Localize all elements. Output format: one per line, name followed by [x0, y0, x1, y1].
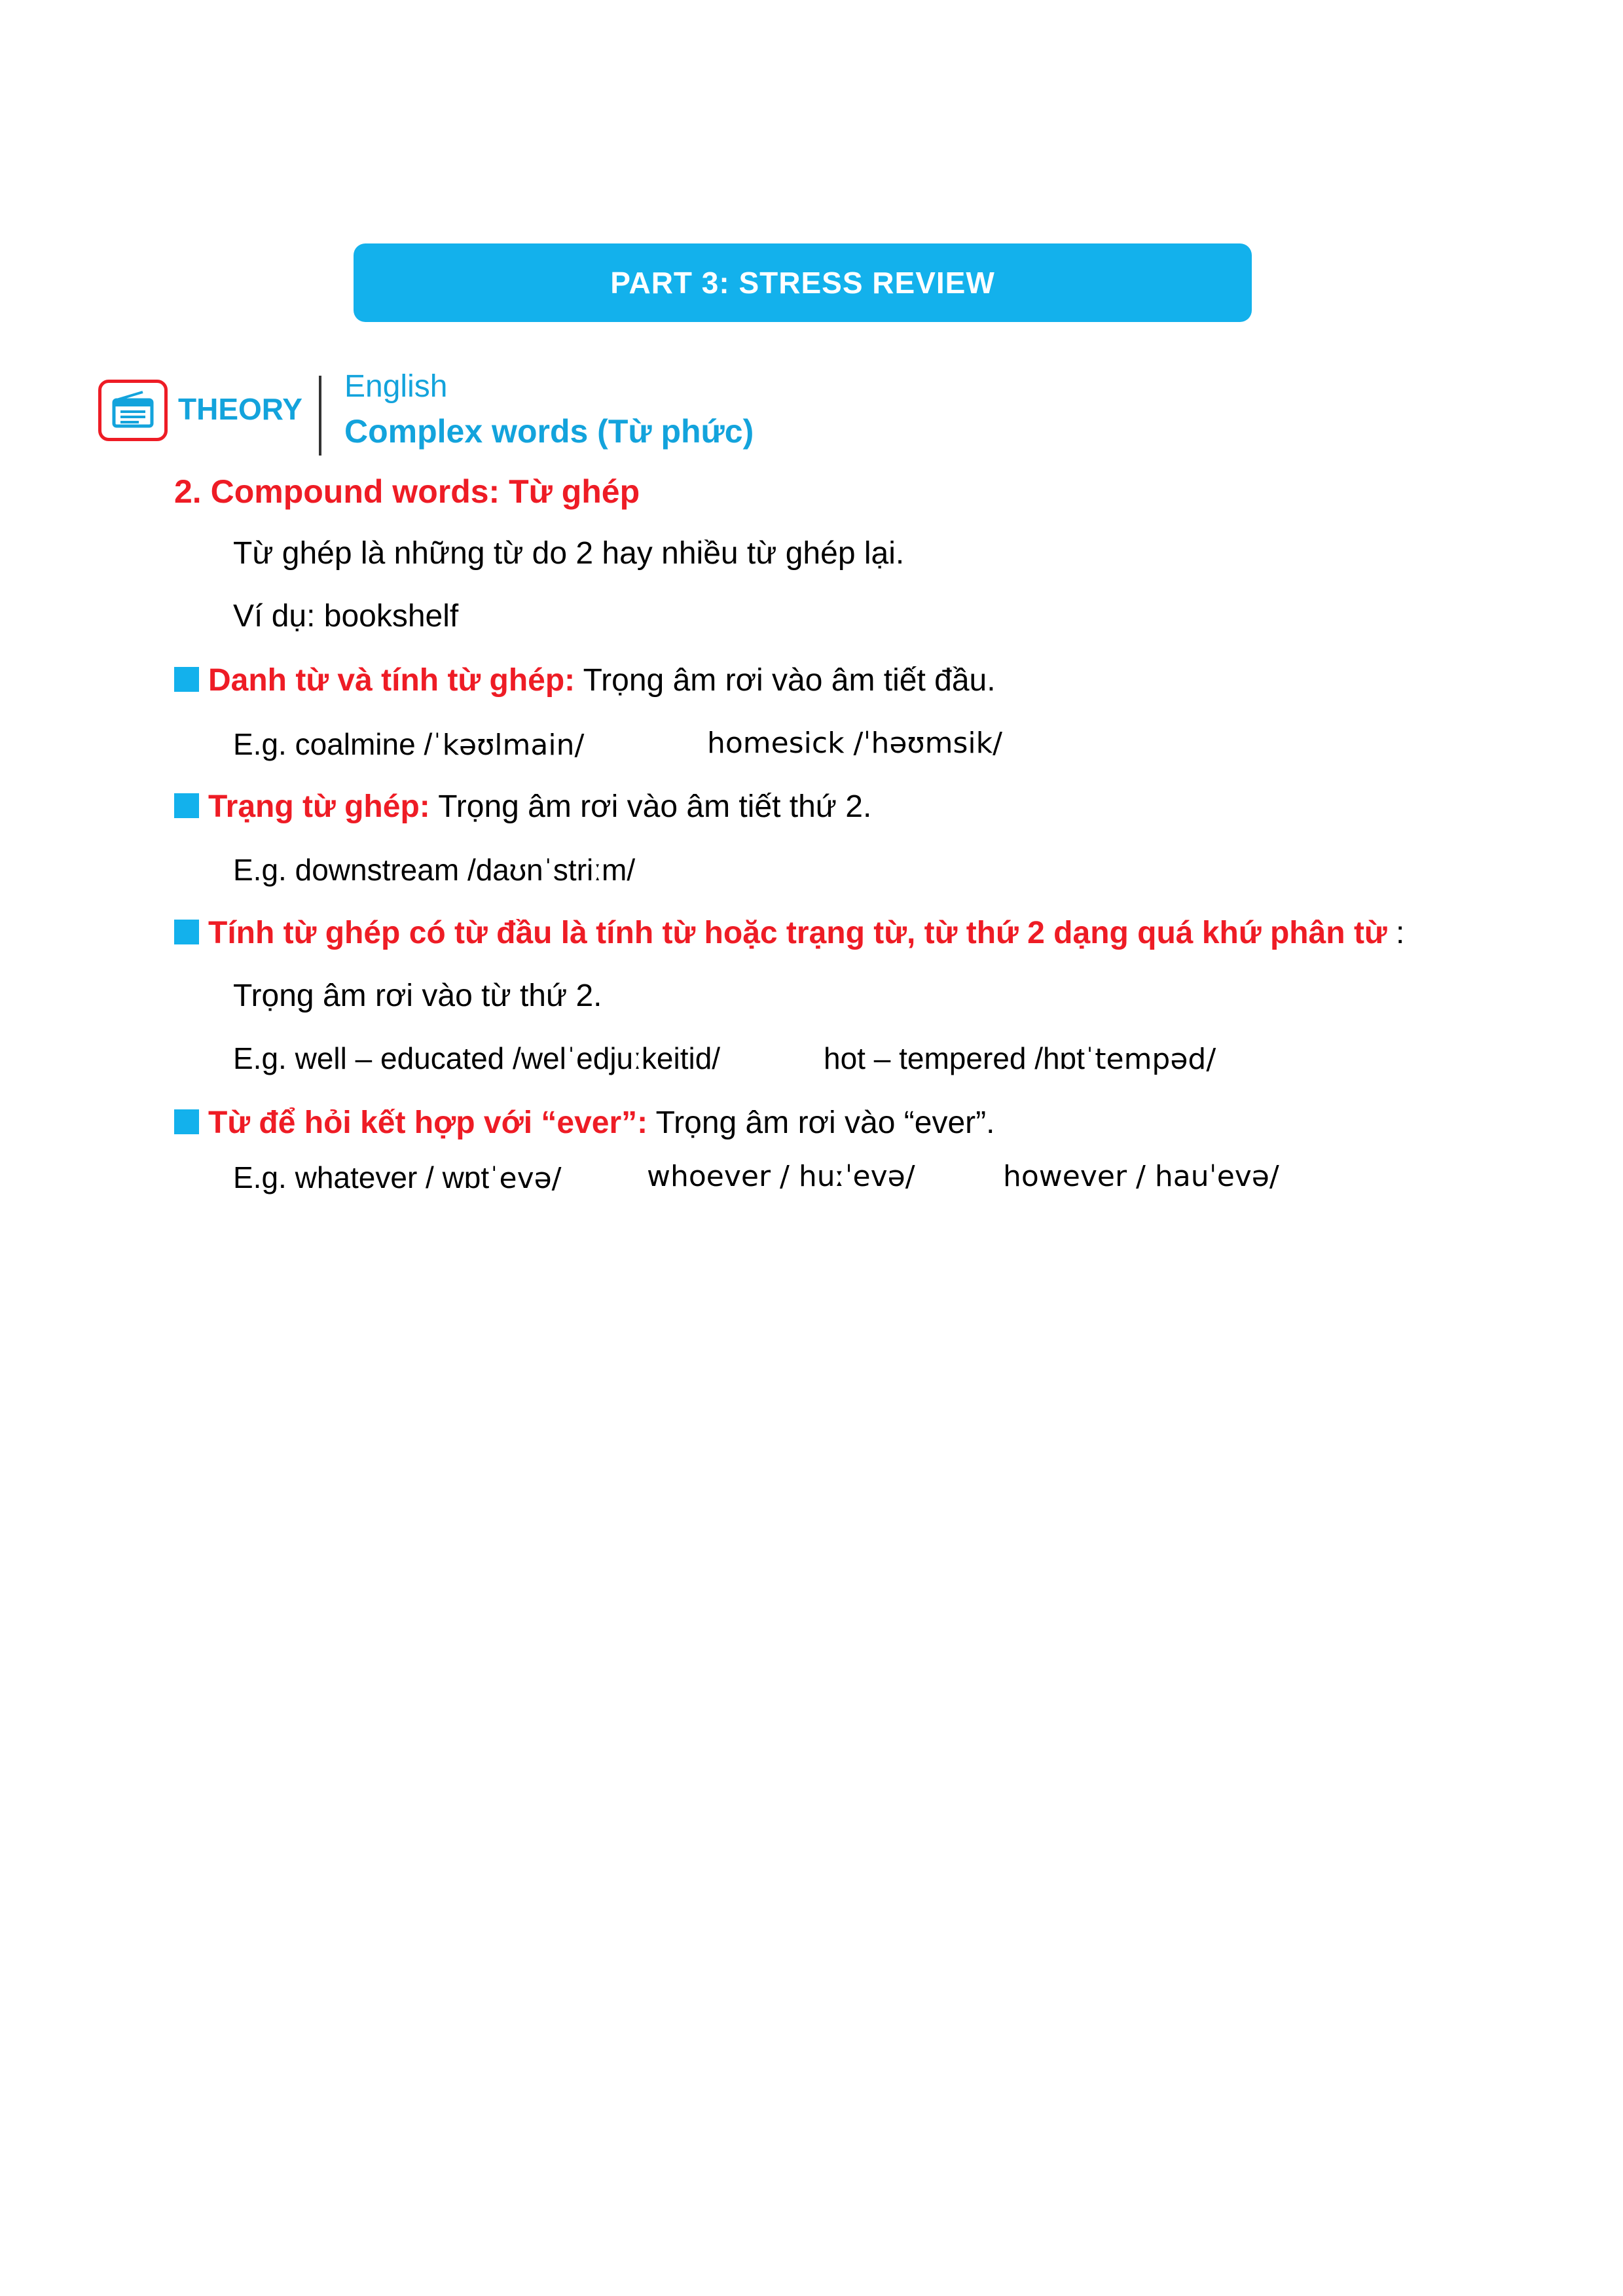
example-ipa: evə/	[499, 1162, 562, 1195]
rule-2-example-1: E.g. downstream /daʊnˈstriːm/	[233, 853, 636, 887]
header-divider	[319, 376, 321, 456]
bullet-square	[174, 920, 199, 944]
rule-label: Danh từ và tính từ ghép:	[208, 663, 575, 698]
theory-label: THEORY	[178, 392, 302, 426]
rule-1-example-1	[233, 726, 584, 762]
rule-label: Từ để hỏi kết hợp với “ever”:	[208, 1105, 648, 1140]
rule-colon: :	[1387, 916, 1405, 950]
rule-1-example-2: homesick /ˈhəʊmsik/	[707, 726, 1002, 760]
board-icon	[110, 391, 156, 430]
rule-text: Trọng âm rơi vào âm tiết thứ 2.	[429, 789, 872, 824]
rule-4-example-3: however / hauˈevə/	[1003, 1160, 1279, 1193]
example-ipa: tempəd/	[1095, 1043, 1216, 1076]
bullet-square	[174, 667, 199, 692]
rule-4-example-1	[233, 1160, 562, 1195]
rule-compound-adjectives-participle	[174, 915, 1404, 951]
section-title: 2. Compound words: Từ ghép	[174, 473, 640, 510]
example-ipa: kəʊlmain/	[442, 728, 585, 762]
example-text: E.g. whatever / wɒtˈ	[233, 1160, 500, 1194]
rule-label: Trạng từ ghép:	[208, 789, 430, 824]
rule-compound-adverbs	[174, 789, 871, 825]
rule-3-text: Trọng âm rơi vào từ thứ 2.	[233, 978, 602, 1013]
topic-title: Complex words (Từ phức)	[344, 413, 754, 450]
rule-3-example-2	[824, 1041, 1216, 1076]
bullet-square	[174, 1109, 199, 1134]
banner-title: PART 3: STRESS REVIEW	[610, 266, 995, 300]
subject-label: English	[344, 369, 448, 404]
section-definition: Từ ghép là những từ do 2 hay nhiều từ ghép lại.	[233, 536, 905, 571]
rule-label: Tính từ ghép có từ đầu là tính từ hoặc trạng từ, từ thứ 2 dạng quá khứ phân từ	[208, 916, 1387, 950]
part-banner	[354, 243, 1252, 322]
theory-board-icon	[98, 380, 168, 441]
rule-question-words-ever	[174, 1105, 994, 1141]
example-text: hot – tempered /hɒtˈ	[824, 1041, 1095, 1075]
rule-text: Trọng âm rơi vào “ever”.	[647, 1105, 995, 1140]
section-example: Ví dụ: bookshelf	[233, 599, 459, 634]
rule-4-example-2: whoever / huːˈevə/	[647, 1160, 915, 1193]
example-text: E.g. coalmine /ˈ	[233, 727, 443, 761]
rule-text: Trọng âm rơi vào âm tiết đầu.	[575, 663, 996, 698]
rule-nouns-adjectives	[174, 662, 996, 698]
rule-3-example-1: E.g. well – educated /welˈedjuːkeitid/	[233, 1041, 721, 1075]
bullet-square	[174, 793, 199, 818]
